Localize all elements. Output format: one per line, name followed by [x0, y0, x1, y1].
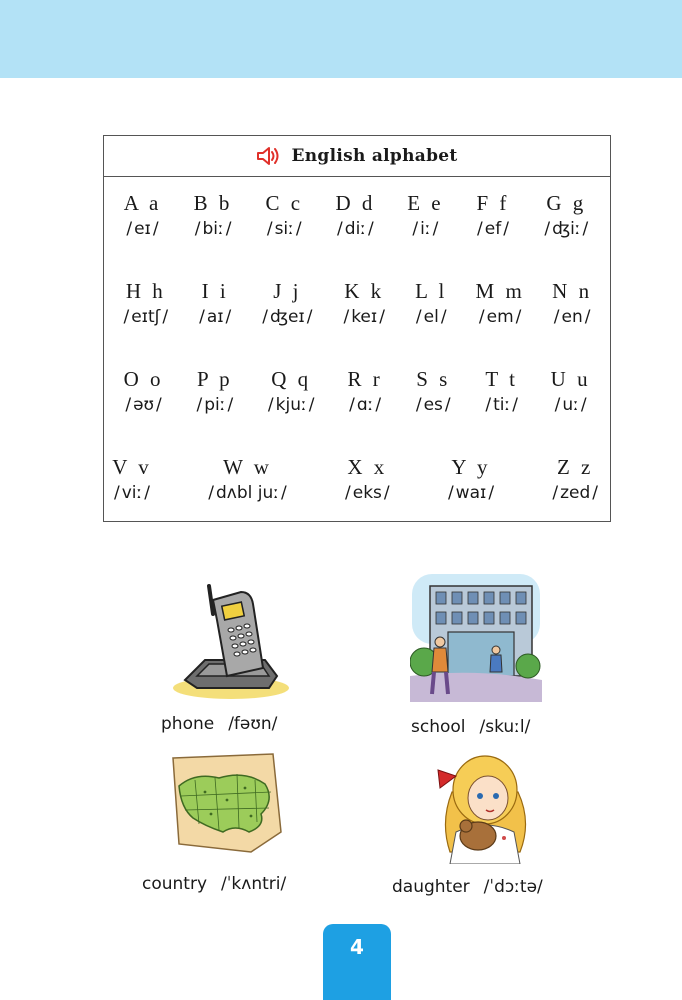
letter-pair: B b: [193, 191, 233, 215]
letter-pair: I i: [201, 279, 229, 303]
letter-cell: [266, 366, 317, 418]
alphabet-header: [104, 136, 610, 177]
letter-ipa: / diː /: [337, 219, 374, 239]
letter-cell: [414, 278, 449, 330]
letter-cell: [550, 454, 600, 506]
letter-ipa: / iː /: [412, 219, 439, 239]
letter-cell: [335, 190, 376, 242]
letter-cell: [542, 190, 590, 242]
letter-ipa: / siː /: [266, 219, 302, 239]
vocab-word: school: [411, 717, 466, 737]
letter-ipa: / dʌbl juː /: [208, 483, 287, 503]
letter-cell: [347, 366, 383, 418]
letter-pair: Y y: [451, 455, 491, 479]
phone-illustration: [165, 580, 291, 702]
vocab-word: daughter: [392, 877, 470, 897]
daughter-caption: [392, 877, 543, 897]
letter-cell: [124, 190, 162, 242]
letter-pair: U u: [550, 367, 591, 391]
letter-cell: [475, 190, 511, 242]
letter-pair: X x: [347, 455, 388, 479]
letter-ipa: / biː /: [194, 219, 232, 239]
letter-ipa: / ʤeɪ /: [262, 307, 313, 327]
letter-cell: [197, 278, 233, 330]
letter-pair: G g: [546, 191, 587, 215]
school-caption: [411, 717, 530, 737]
letter-cell: [476, 278, 525, 330]
daughter-illustration: [430, 752, 540, 864]
letter-ipa: / em /: [478, 307, 522, 327]
letter-cell: [407, 190, 443, 242]
phone-caption: [161, 714, 277, 734]
letter-ipa: / keɪ /: [343, 307, 385, 327]
top-color-band: [0, 0, 682, 78]
alphabet-row-3: [104, 366, 610, 418]
letter-pair: A a: [123, 191, 162, 215]
vocab-ipa: /skuːl/: [479, 717, 531, 737]
letter-pair: O o: [123, 367, 164, 391]
letter-ipa: / viː /: [114, 483, 150, 503]
letter-ipa: / ʤiː /: [544, 219, 589, 239]
alphabet-title: English alphabet: [291, 146, 458, 166]
letter-ipa: / aɪ /: [199, 307, 232, 327]
letter-pair: T t: [485, 367, 518, 391]
alphabet-row-2: [104, 278, 610, 330]
vocab-word: phone: [161, 714, 215, 734]
letter-ipa: / zed /: [552, 483, 598, 503]
letter-pair: W w: [223, 455, 272, 479]
vocab-ipa: /ˈkʌntri/: [221, 874, 287, 894]
letter-ipa: / ɑː /: [349, 395, 382, 415]
alphabet-table: [103, 135, 611, 522]
letter-pair: S s: [416, 367, 451, 391]
letter-cell: [414, 366, 453, 418]
letter-ipa: / ef /: [477, 219, 509, 239]
letter-pair: L l: [415, 279, 448, 303]
alphabet-row-1: [104, 190, 610, 242]
letter-ipa: / waɪ /: [447, 483, 495, 503]
letter-ipa: / kjuː /: [267, 395, 315, 415]
letter-pair: C c: [265, 191, 304, 215]
letter-ipa: / uː /: [554, 395, 587, 415]
letter-pair: P p: [197, 367, 233, 391]
letter-cell: [343, 454, 392, 506]
letter-cell: [446, 454, 496, 506]
letter-pair: D d: [335, 191, 376, 215]
letter-ipa: / tiː /: [485, 395, 518, 415]
letter-ipa: / eks /: [345, 483, 390, 503]
letter-cell: [551, 366, 591, 418]
letter-pair: F f: [476, 191, 510, 215]
letter-pair: E e: [407, 191, 444, 215]
alphabet-row-4: [104, 454, 610, 506]
vocab-ipa: /ˈdɔːtə/: [483, 877, 543, 897]
vocab-ipa: /fəʊn/: [228, 714, 278, 734]
vocab-word: country: [142, 874, 208, 894]
letter-pair: M m: [475, 279, 525, 303]
country-map-illustration: [165, 752, 285, 857]
letter-ipa: / es /: [415, 395, 451, 415]
school-illustration: [410, 572, 542, 702]
country-caption: [142, 874, 286, 894]
letter-pair: Z z: [556, 455, 594, 479]
letter-cell: [112, 454, 152, 506]
letter-pair: H h: [125, 279, 166, 303]
letter-cell: [552, 278, 593, 330]
letter-cell: [341, 278, 386, 330]
letter-ipa: / əʊ /: [125, 395, 162, 415]
speaker-icon[interactable]: [256, 145, 282, 167]
letter-cell: [121, 278, 170, 330]
letter-pair: Q q: [271, 367, 312, 391]
letter-cell: [123, 366, 163, 418]
letter-pair: J j: [273, 279, 302, 303]
letter-cell: [260, 278, 314, 330]
letter-pair: K k: [344, 279, 385, 303]
letter-cell: [265, 190, 304, 242]
letter-cell: [194, 366, 235, 418]
letter-ipa: / el /: [415, 307, 447, 327]
letter-ipa: / eɪtʃ /: [123, 307, 169, 327]
letter-pair: V v: [112, 455, 152, 479]
letter-pair: R r: [347, 367, 383, 391]
letter-ipa: / en /: [553, 307, 591, 327]
letter-cell: [193, 190, 234, 242]
letter-cell: [483, 366, 520, 418]
letter-pair: N n: [552, 279, 593, 303]
letter-ipa: / piː /: [196, 395, 234, 415]
letter-cell: [206, 454, 288, 506]
letter-ipa: / eɪ /: [126, 219, 159, 239]
page-number: 4: [323, 924, 391, 1000]
